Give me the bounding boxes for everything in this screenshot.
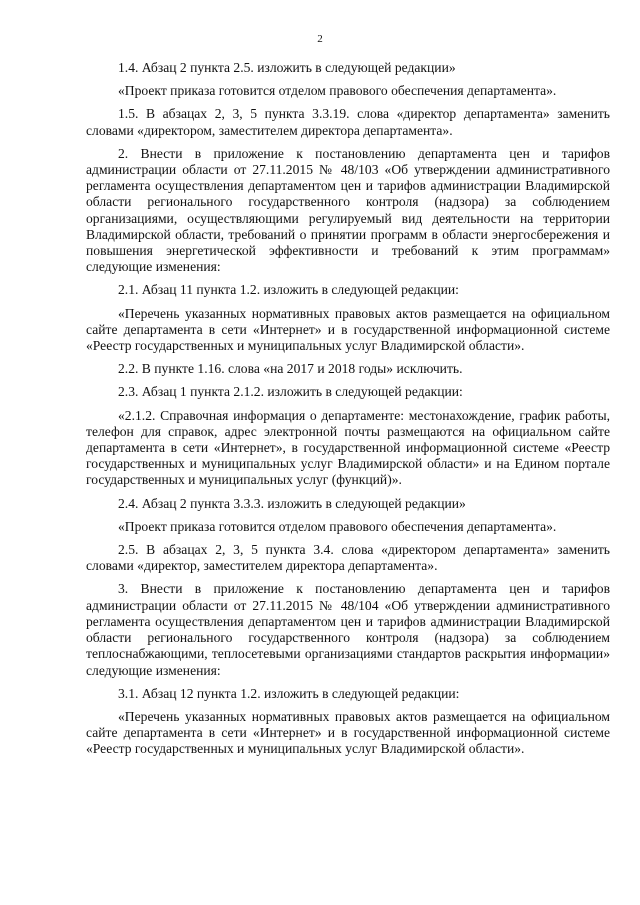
paragraph: «Проект приказа готовится отделом правового обеспечения департамента». <box>118 83 557 99</box>
paragraph: 2.3. Абзац 1 пункта 2.1.2. изложить в следующей редакции: <box>118 384 463 400</box>
paragraph: 1.4. Абзац 2 пункта 2.5. изложить в следующей редакции» <box>118 60 456 75</box>
paragraph: «Перечень указанных нормативных правовых актов размещается на официальном сайте департамента в сети «Интернет» и в государственной информационной системе «Реестр государственных и муниципальных услуг Владимирской области». <box>86 305 610 354</box>
paragraph: 2. Внести в приложение к постановлению департамента цен и тарифов администрации области от 27.11.2015 № 48/103 «Об утверждении административного регламента осуществления департаментом цен и тарифов администрации Владимирской области регионального государственного контроля (надзора) за соблюдением организациями, осуществляющими регулируемый вид деятельности на территории Владимирской области, требований о принятии программ в области энергосбережения и повышения энергетической эффективности и требований к этим программам» следующие изменения: <box>86 145 610 275</box>
paragraph: «2.1.2. Справочная информация о департаменте: местонахождение, график работы, телефон для справок, адрес электронной почты размещаются на официальном сайте департамента в сети «Интернет», в государственной информационной системе «Реестр государственных и муниципальных услуг Владимирской области» и на Едином портале государственных и муниципальных услуг (функций)». <box>86 407 610 488</box>
paragraph: 3. Внести в приложение к постановлению департамента цен и тарифов администрации области от 27.11.2015 № 48/104 «Об утверждении административного регламента осуществления департаментом цен и тарифов администрации Владимирской области регионального государственного контроля (надзора) за соблюдением теплоснабжающими, теплосетевыми организациями стандартов раскрытия информации» следующие изменения: <box>86 581 610 678</box>
paragraph: 2.2. В пункте 1.16. слова «на 2017 и 2018 годы» исключить. <box>118 361 463 377</box>
document-body <box>86 60 610 758</box>
paragraph: «Проект приказа готовится отделом правового обеспечения департамента». <box>118 518 557 534</box>
paragraph: 2.4. Абзац 2 пункта 3.3.3. изложить в следующей редакции» <box>118 495 466 511</box>
paragraph: 3.1. Абзац 12 пункта 1.2. изложить в следующей редакции: <box>118 685 460 701</box>
paragraph: 1.5. В абзацах 2, 3, 5 пункта 3.3.19. слова «директор департамента» заменить словами «директором, заместителем директора департамента». <box>86 106 610 138</box>
paragraph: 2.1. Абзац 11 пункта 1.2. изложить в следующей редакции: <box>118 282 459 298</box>
page-number: 2 <box>317 33 323 45</box>
paragraph: «Перечень указанных нормативных правовых актов размещается на официальном сайте департамента в сети «Интернет» и в государственной информационной системе «Реестр государственных и муниципальных услуг Владимирской области». <box>86 708 610 757</box>
paragraph: 2.5. В абзацах 2, 3, 5 пункта 3.4. слова «директором департамента» заменить словами «директор, заместителем директора департамента». <box>86 542 610 574</box>
